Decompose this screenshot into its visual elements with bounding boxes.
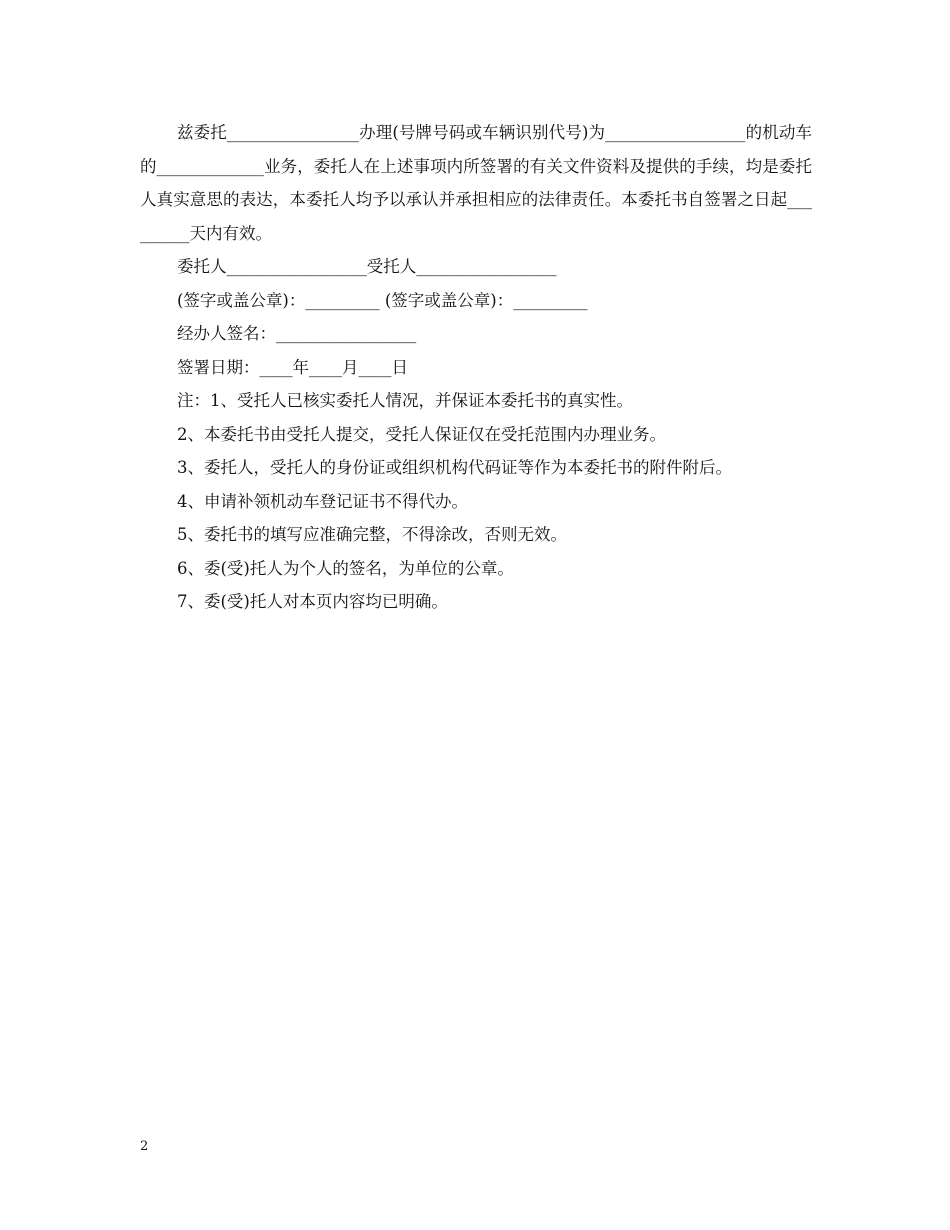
note-item: 7、委(受)托人对本页内容均已明确。 [177,592,448,611]
document-body [140,116,812,619]
note-item: 5、委托书的填写应准确完整，不得涂改，否则无效。 [177,525,567,544]
signature-line: (签字或盖公章)：_________ (签字或盖公章)：_________ [177,290,588,310]
note-item: 3、委托人，受托人的身份证或组织机构代码证等作为本委托书的附件附后。 [177,458,732,477]
note-item: 6、委(受)托人为个人的签名，为单位的公章。 [177,558,514,578]
authorization-paragraph: 兹委托________________办理(号牌号码或车辆识别代号)为_________________的机动车的_____________业务，委托人在上述事项内所签署的有关文件资料及提供的手续，均是委托人真实意思的表达，本委托人均予以承认并承担相应的法律责任。本委托书自签署之日起_________天内有效。 [140,123,812,243]
note-item: 4、申请补领机动车登记证书不得代办。 [177,491,468,511]
page-number: 2 [140,1139,149,1154]
note-item: 注：1、受托人已核实委托人情况，并保证本委托书的真实性。 [177,391,633,410]
parties-line: 委托人_________________受托人_________________ [177,257,557,276]
signing-date-line: 签署日期：____年____月____日 [177,357,408,377]
agent-signature-line: 经办人签名：_________________ [177,324,417,343]
note-item: 2、本委托书由受托人提交，受托人保证仅在受托范围内办理业务。 [177,424,666,444]
